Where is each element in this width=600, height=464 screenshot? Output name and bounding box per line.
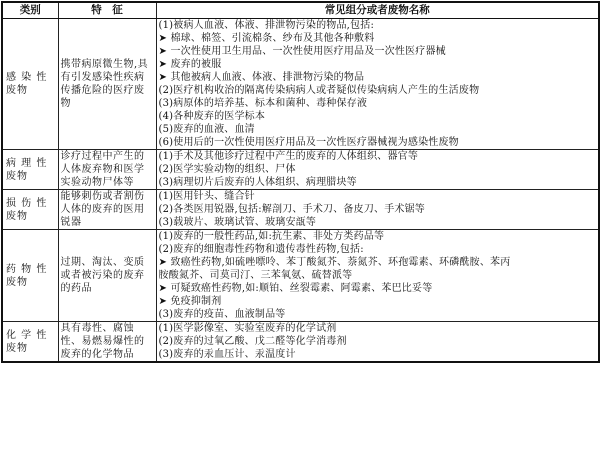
item-line: (6)使用后的一次性使用医疗用品及一次性医疗器械视为感染性废物 [158,137,459,148]
item-line: (5)废弃的血液、血清 [158,124,255,135]
item-line: (1)废弃的一般性药品,如:抗生素、非处方类药品等 [158,231,385,242]
feature-cell: 诊疗过程中产生的人体废弃物和医学实验动物尸体等 [58,150,156,190]
item-line: (1)被病人血液、体液、排泄物污染的物品,包括: [158,20,375,31]
category-cell: 化 学 性 废物 [2,322,58,363]
item-line: ➤ 一次性使用卫生用品、一次性使用医疗用品及一次性医疗器械 [158,46,446,57]
item-line: ➤ 其他被病人血液、体液、排泄物污染的物品 [158,72,365,83]
item-line: (1)医学影像室、实验室废弃的化学试剂 [158,323,337,334]
item-line: (3)病理切片后废弃的人体组织、病理腊块等 [158,177,357,188]
header-category: 类别 [2,2,58,19]
items-cell [156,322,599,363]
item-line: ➤ 废弃的被服 [158,59,222,70]
item-line: (2)医学实验动物的组织、尸体 [158,164,296,175]
item-line: (1)手术及其他诊疗过程中产生的废弃的人体组织、器官等 [158,151,419,162]
items-cell [156,150,599,190]
table-row [2,19,599,150]
table-row [2,150,599,190]
item-line: ➤ 可疑致癌性药物,如:顺铂、丝裂霉素、阿霉素、苯巴比妥等 [158,283,433,294]
table-row [2,190,599,230]
item-line: ➤ 免疫抑制剂 [158,296,222,307]
medical-waste-table [1,1,600,363]
item-line: 胺酸氮芥、司莫司汀、三苯氧氨、硫替派等 [158,270,353,281]
table-row [2,230,599,322]
item-line: (2)各类医用锐器,包括:解剖刀、手术刀、备皮刀、手术锯等 [158,204,426,215]
feature-cell: 能够刺伤或者割伤人体的废弃的医用锐器 [58,190,156,230]
item-line: (3)废弃的疫苗、血液制品等 [158,309,286,320]
item-line: (3)废弃的汞血压计、汞温度计 [158,349,296,360]
table-row [2,322,599,363]
header-feature: 特 征 [58,2,156,19]
items-cell [156,190,599,230]
items-cell [156,19,599,150]
header-items: 常见组分或者废物名称 [156,2,599,19]
item-line: (2)医疗机构收治的隔离传染病病人或者疑似传染病病人产生的生活废物 [158,85,480,96]
item-line: (3)载玻片、玻璃试管、玻璃安瓿等 [158,217,317,228]
category-cell: 损 伤 性 废物 [2,190,58,230]
item-line: (2)废弃的过氧乙酸、戊二醛等化学消毒剂 [158,336,347,347]
feature-cell: 携带病原微生物,具有引发感染性疾病传播危险的医疗废物 [58,19,156,150]
item-line: (1)医用针头、缝合针 [158,191,255,202]
item-line: (2)废弃的细胞毒性药物和遗传毒性药物,包括: [158,244,364,255]
item-line: (4)各种废弃的医学标本 [158,111,266,122]
feature-cell: 过期、淘汰、变质或者被污染的废弃的药品 [58,230,156,322]
item-line: ➤ 致癌性药物,如硫唑嘌呤、苯丁酸氮芥、萘氮芥、环孢霉素、环磷酰胺、苯丙 [158,257,511,268]
item-line: (3)病原体的培养基、标本和菌种、毒种保存液 [158,98,368,109]
item-line: ➤ 棉球、棉签、引流棉条、纱布及其他各种敷料 [158,33,375,44]
feature-cell: 具有毒性、腐蚀性、易燃易爆性的废弃的化学物品 [58,322,156,363]
category-cell: 病 理 性 废物 [2,150,58,190]
items-cell [156,230,599,322]
category-cell: 感 染 性 废物 [2,19,58,150]
category-cell: 药 物 性 废物 [2,230,58,322]
table-header-row [2,2,599,19]
